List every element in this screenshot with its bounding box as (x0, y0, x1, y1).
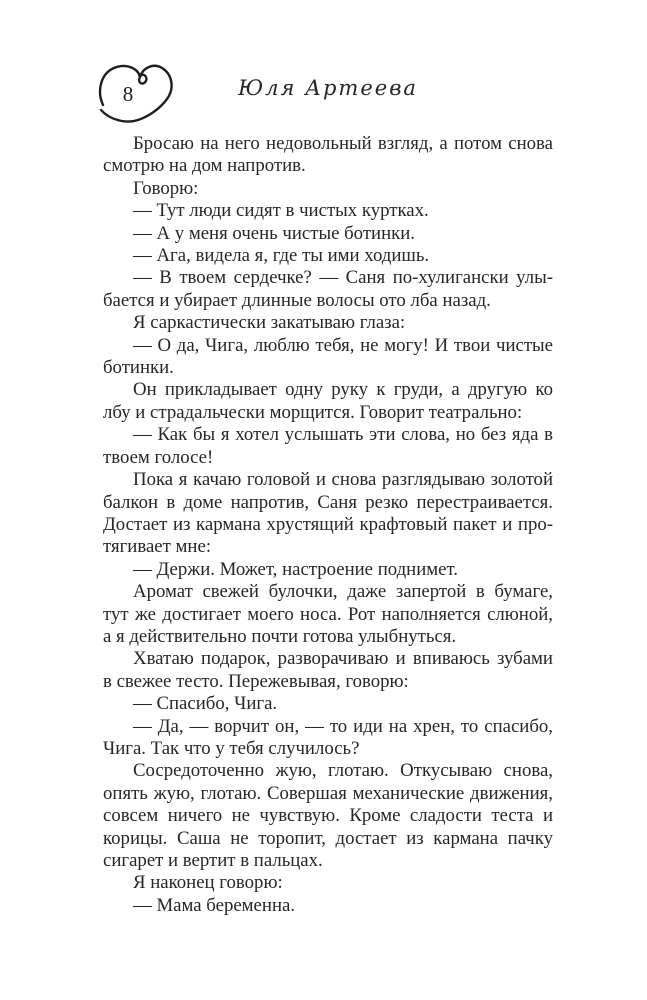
paragraph: Пока я качаю головой и снова разглядываю золотой балкон в доме напротив, Саня резко перестраивается. Достает из кармана хрустящий крафтовый пакет и протягивает мне: (103, 469, 553, 558)
paragraph: — Спасибо, Чига. (133, 693, 278, 715)
paragraph: — Тут люди сидят в чистых куртках. (133, 200, 429, 222)
paragraph: — Ага, видела я, где ты ими ходишь. (133, 245, 430, 267)
paragraph: — О да, Чига, люблю тебя, не могу! И твои чистые ботинки. (103, 334, 553, 379)
author-name: Юля Артеева (238, 76, 418, 100)
paragraph: Хватаю подарок, разворачиваю и впиваюсь зубами в свежее тесто. Пережевывая, говорю: (103, 648, 553, 692)
paragraph: Он прикладывает одну руку к груди, а другую ко лбу и страдальчески морщится. Говорит театрально: (103, 379, 553, 423)
body-text (103, 133, 553, 917)
paragraph: — В твоем сердечке? — Саня по-хулигански улыбается и убирает длинные волосы ото лба назад. (103, 267, 553, 311)
paragraph: Аромат свежей булочки, даже запертой в бумаге, тут же достигает моего носа. Рот наполняется слюной, а я действительно почти готова улыбнуться. (103, 581, 553, 647)
paragraph: — Держи. Может, настроение поднимет. (133, 558, 458, 580)
paragraph: Сосредоточенно жую, глотаю. Откусываю снова, опять жую, глотаю. Совершая механические движения, совсем ничего не чувствую. Кроме сладости теста и корицы. Саша не торопит, достает из кармана пачку сигарет и вертит в пальцах. (103, 760, 553, 871)
paragraph: — Мама беременна. (133, 894, 296, 916)
page-number: 8 (122, 82, 134, 106)
paragraph: Я наконец говорю: (133, 872, 283, 894)
paragraph: Бросаю на него недовольный взгляд, а потом снова смотрю на дом напротив. (103, 133, 553, 177)
paragraph: Я саркастически закатываю глаза: (133, 312, 406, 334)
paragraph: — Как бы я хотел услышать эти слова, но без яда в твоем голосе! (103, 424, 553, 468)
paragraph: — Да, — ворчит он, — то иди на хрен, то спасибо, Чига. Так что у тебя случилось? (103, 715, 553, 759)
paragraph: — А у меня очень чистые ботинки. (133, 222, 415, 244)
paragraph: Говорю: (133, 177, 199, 199)
